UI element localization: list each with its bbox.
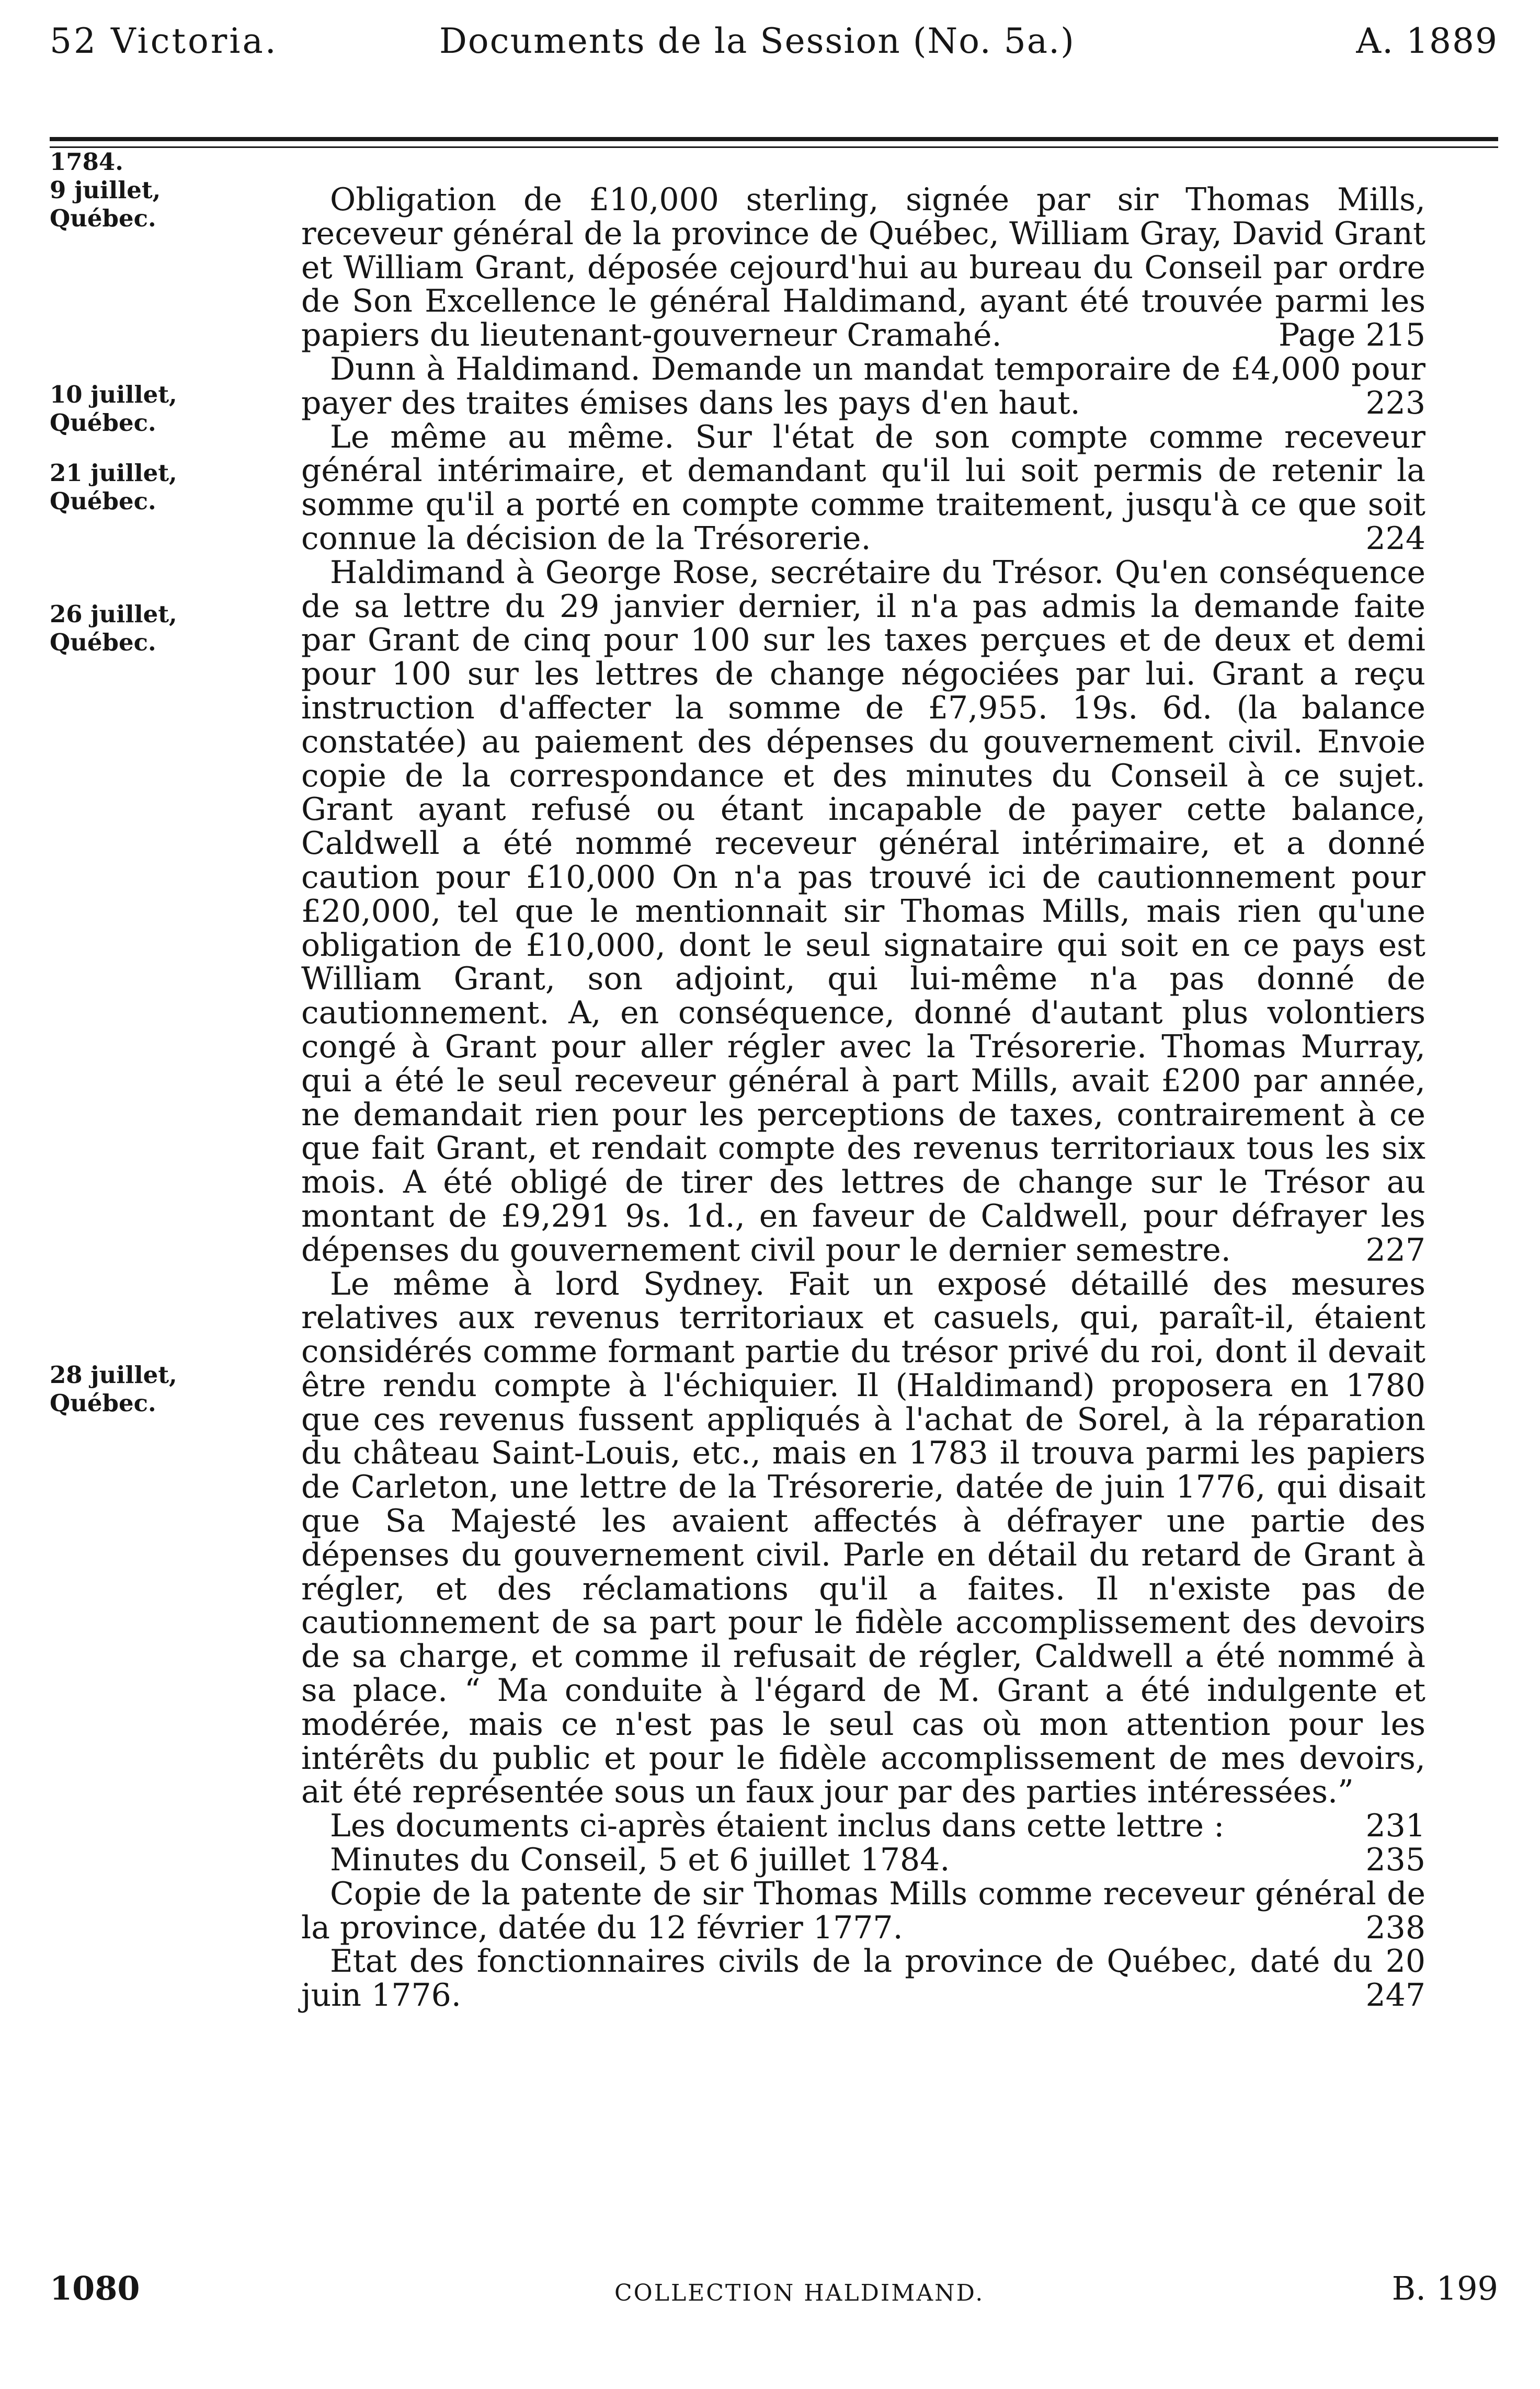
enclosure-2 bbox=[301, 1877, 1425, 1945]
header-right: A. 1889 bbox=[1356, 21, 1498, 61]
margin-date-1: 1784. 9 juillet, Québec. bbox=[50, 148, 161, 232]
enclosure-text: Minutes du Conseil, 5 et 6 juillet 1784. bbox=[330, 1842, 950, 1879]
header-rule-thick bbox=[50, 137, 1498, 141]
footer-collection: COLLECTION HALDIMAND. bbox=[614, 2280, 985, 2306]
enclosure-text: Etat des fonctionnaires civils de la province de Québec, daté du 20 juin 1776. bbox=[301, 1943, 1425, 2014]
page-ref: 235 bbox=[1365, 1842, 1425, 1879]
enclosure-3 bbox=[301, 1945, 1425, 2013]
entry-4 bbox=[301, 556, 1425, 1267]
entry-1 bbox=[301, 183, 1425, 352]
page-ref: 247 bbox=[1365, 1977, 1425, 2014]
page-ref: 224 bbox=[1365, 520, 1425, 557]
page-ref: 231 bbox=[1365, 1808, 1425, 1845]
page-ref: 227 bbox=[1365, 1231, 1425, 1268]
margin-date-3: 21 juillet, Québec. bbox=[50, 459, 177, 515]
page-ref: 223 bbox=[1365, 384, 1425, 421]
footer-section: B. 199 bbox=[1391, 2269, 1498, 2307]
header-left: 52 Victoria. bbox=[50, 21, 278, 61]
enclosures-intro: Les documents ci-après étaient inclus dans cette lettre : bbox=[330, 1808, 1225, 1845]
entry-text: Haldimand à George Rose, secrétaire du Trésor. Qu'en conséquence de sa lettre du 29 janvier dernier, il n'a pas admis la demande faite par Grant de cinq pour 100 sur les taxes perçues et de deux et demi pour 100 sur les lettres de change négociées par lui. Grant a reçu instruction d'affecter la somme de £7,955. 19s. 6d. (la balance constatée) au paiement des dépenses du gouvernement civil. Envoie copie de la correspondance et des minutes du Conseil à ce sujet. Grant ayant refusé ou étant incapable de payer cette balance, Caldwell a été nommé receveur général intérimaire, et a donné caution pour £10,000 On n'a pas trouvé ici de cautionnement pour £20,000, tel que le mentionnait sir Thomas Mills, mais rien qu'une obligation de £10,000, dont le seul signataire qui soit en ce pays est William Grant, son adjoint, qui lui-même n'a pas donné de cautionnement. A, en conséquence, donné d'autant plus volontiers congé à Grant pour aller régler avec la Trésorerie. Thomas Murray, qui a été le seul receveur général à part Mills, avait £200 par année, ne demandait rien pour les perceptions de taxes, contrairement à ce que fait Grant, et rendait compte des revenus territoriaux tous les six mois. A été obligé de tirer des lettres de change sur le Trésor au montant de £9,291 9s. 1d., en faveur de Caldwell, pour défrayer les dépenses du gouvernement civil pour le dernier semestre. bbox=[301, 554, 1425, 1268]
page-ref: Page 215 bbox=[1279, 317, 1425, 354]
header-center: Documents de la Session (No. 5a.) bbox=[439, 21, 1075, 61]
body-text bbox=[301, 183, 1425, 2013]
entry-2 bbox=[301, 352, 1425, 420]
margin-date-4: 26 juillet, Québec. bbox=[50, 600, 177, 656]
page-footer bbox=[50, 2269, 1498, 2316]
margin-date-2: 10 juillet, Québec. bbox=[50, 381, 177, 437]
margin-date-5: 28 juillet, Québec. bbox=[50, 1361, 177, 1417]
page-header bbox=[50, 21, 1498, 84]
entry-text: Obligation de £10,000 sterling, signée par sir Thomas Mills, receveur général de la province de Québec, William Gray, David Grant et William Grant, déposée cejourd'hui au bureau du Conseil par ordre de Son Excellence le général Haldimand, ayant été trouvée parmi les papiers du lieutenant-gouverneur Cramahé. bbox=[301, 181, 1425, 354]
entry-text: Dunn à Haldimand. Demande un mandat temporaire de £4,000 pour payer des traites émises dans les pays d'en haut. bbox=[301, 350, 1425, 421]
page-ref: 238 bbox=[1365, 1909, 1425, 1946]
footer-page-number: 1080 bbox=[50, 2269, 140, 2307]
entry-text: Le même à lord Sydney. Fait un exposé détaillé des mesures relatives aux revenus territoriaux et casuels, qui, paraît-il, étaient considérés comme formant partie du trésor privé du roi, dont il devait être rendu compte à l'échiquier. Il (Haldimand) proposera en 1780 que ces revenus fussent appliqués à l'achat de Sorel, à la réparation du château Saint-Louis, etc., mais en 1783 il trouva parmi les papiers de Carleton, une lettre de la Trésorerie, datée de juin 1776, qui disait que Sa Majesté les avaient affectés à défrayer une partie des dépenses du gouvernement civil. Parle en détail du retard de Grant à régler, et des réclamations qu'il a faites. Il n'existe pas de cautionnement de sa part pour le fidèle accomplissement des devoirs de sa charge, et comme il refusait de régler, Caldwell a été nommé à sa place. “ Ma conduite à l'égard de M. Grant a été indulgente et modérée, mais ce n'est pas le seul cas où mon attention pour les intérêts du public et pour le fidèle accomplissement de mes devoirs, ait été représentée sous un faux jour par des parties intéressées.” bbox=[301, 1265, 1425, 1811]
enclosure-text: Copie de la patente de sir Thomas Mills comme receveur général de la province, datée du 12 février 1777. bbox=[301, 1875, 1425, 1946]
entry-3 bbox=[301, 420, 1425, 556]
entry-text: Le même au même. Sur l'état de son compte comme receveur général intérimaire, et demandant qu'il lui soit permis de retenir la somme qu'il a porté en compte comme traitement, jusqu'à ce que soit connue la décision de la Trésorerie. bbox=[301, 418, 1425, 557]
enclosure-1 bbox=[301, 1843, 1425, 1877]
header-rule-thin bbox=[50, 146, 1498, 148]
